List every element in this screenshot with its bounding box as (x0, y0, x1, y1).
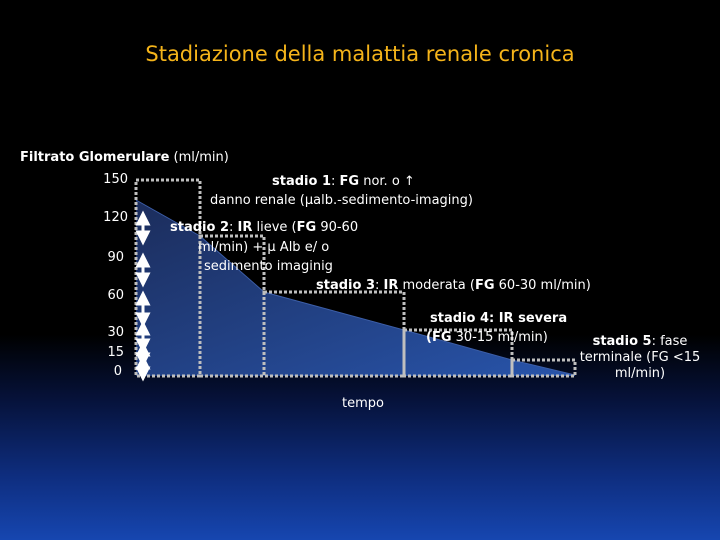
tick-15: 15 (107, 345, 124, 360)
stage-4-detail: (FG 30-15 ml/min) (426, 330, 548, 345)
tick-150: 150 (103, 172, 128, 187)
stage-4-label: stadio 4: IR severa (430, 311, 568, 326)
stage-1-label: stadio 1: FG nor. o ↑ (272, 174, 415, 189)
x-axis-label: tempo (342, 396, 384, 411)
stage-3-label: stadio 3: IR moderata (FG 60-30 ml/min) (316, 278, 591, 293)
tick-60: 60 (107, 288, 124, 303)
tick-120: 120 (103, 210, 128, 225)
stage-1-detail: danno renale (µalb.-sedimento-imaging) (210, 193, 473, 208)
stage-5-detail-2: ml/min) (614, 366, 666, 381)
stage-2-detail-2: sedimento imaginig (204, 259, 333, 274)
stage-2-detail-1: ml/min) + μ Alb e/ o (198, 240, 330, 255)
tick-90: 90 (107, 250, 124, 265)
tick-30: 30 (107, 325, 124, 340)
stage-5-detail-1: terminale (FG <15 (579, 350, 701, 365)
y-axis-label: Filtrato Glomerulare (ml/min) (20, 150, 229, 165)
stage-5-label: stadio 5: fase terminale (FG <15 ml/min) (579, 334, 701, 381)
page-title: Stadiazione della malattia renale cronica (145, 42, 575, 66)
tick-0: 0 (113, 364, 122, 379)
stage-2-label: stadio 2: IR lieve (FG 90-60 (170, 220, 359, 235)
